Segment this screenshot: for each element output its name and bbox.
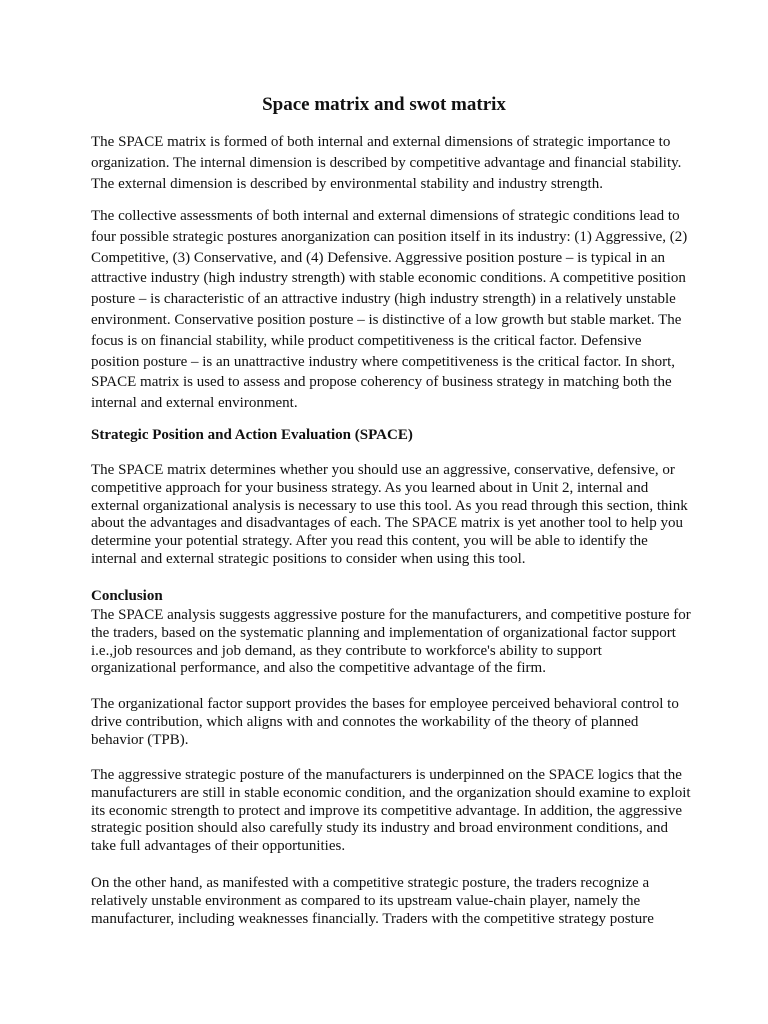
paragraph-strategic-postures: The collective assessments of both internal and external dimensions of strategic conditions lead to four possible strategic postures anorganization can position itself in its industry: (1) Aggressive, (2) Competitive, (3) Conservative, and (4) Defensive. Aggressive position posture – is typical in an attractive industry (high industry strength) with stable economic conditions. A competitive position posture – is characteristic of an attractive industry (high industry strength) in a relatively unstable environment. Conservative position posture – is distinctive of a low growth but stable market. The focus is on financial stability, while product competitiveness is the critical factor. Defensive position posture – is an unattractive industry where competitiveness is the critical factor. In short, SPACE matrix is used to assess and propose coherency of business strategy in matching both the internal and external environment.: [91, 208, 688, 412]
paragraph-space-approach: The SPACE matrix determines whether you should use an aggressive, conservative, defensive, or competitive approach for your business strategy. As you learned about in Unit 2, internal and external organizational analysis is necessary to use this tool. As you read through this section, think about the advantages and disadvantages of each. The SPACE matrix is yet another tool to help you determine your potential strategy. After you read this content, you will be able to identify the internal and external strategic positions to consider when using this tool.: [91, 462, 688, 567]
heading-space: Strategic Position and Action Evaluation (SPACE): [91, 427, 413, 443]
paragraph-aggressive-posture: The aggressive strategic posture of the manufacturers is underpinned on the SPACE logics that the manufacturers are still in stable economic condition, and the organization should examine to exploit its economic strength to protect and improve its competitive advantage. In addition, the aggressive strategic position should also carefully study its industry and broad environment conditions, and take full advantages of their opportunities.: [91, 767, 691, 855]
paragraph-competitive-posture: On the other hand, as manifested with a competitive strategic posture, the traders recognize a relatively unstable environment as compared to its upstream value-chain player, namely the manufacturer, including weaknesses financially. Traders with the competitive strategy posture: [91, 875, 654, 927]
page-title: Space matrix and swot matrix: [262, 94, 506, 115]
heading-conclusion: Conclusion: [91, 588, 163, 604]
paragraph-conclusion-analysis: The SPACE analysis suggests aggressive posture for the manufacturers, and competitive posture for the traders, based on the systematic planning and implementation of organizational factor support i.e.,job resources and job demand, as they contribute to workforce's ability to support organizational performance, and also the competitive advantage of the firm.: [91, 607, 691, 677]
paragraph-space-intro: The SPACE matrix is formed of both internal and external dimensions of strategic importance to organization. The internal dimension is described by competitive advantage and financial stability. The external dimension is described by environmental stability and industry strength.: [91, 134, 682, 192]
paragraph-factor-support: The organizational factor support provides the bases for employee perceived behavioral control to drive contribution, which aligns with and connotes the workability of the theory of planned behavior (TPB).: [91, 696, 679, 748]
